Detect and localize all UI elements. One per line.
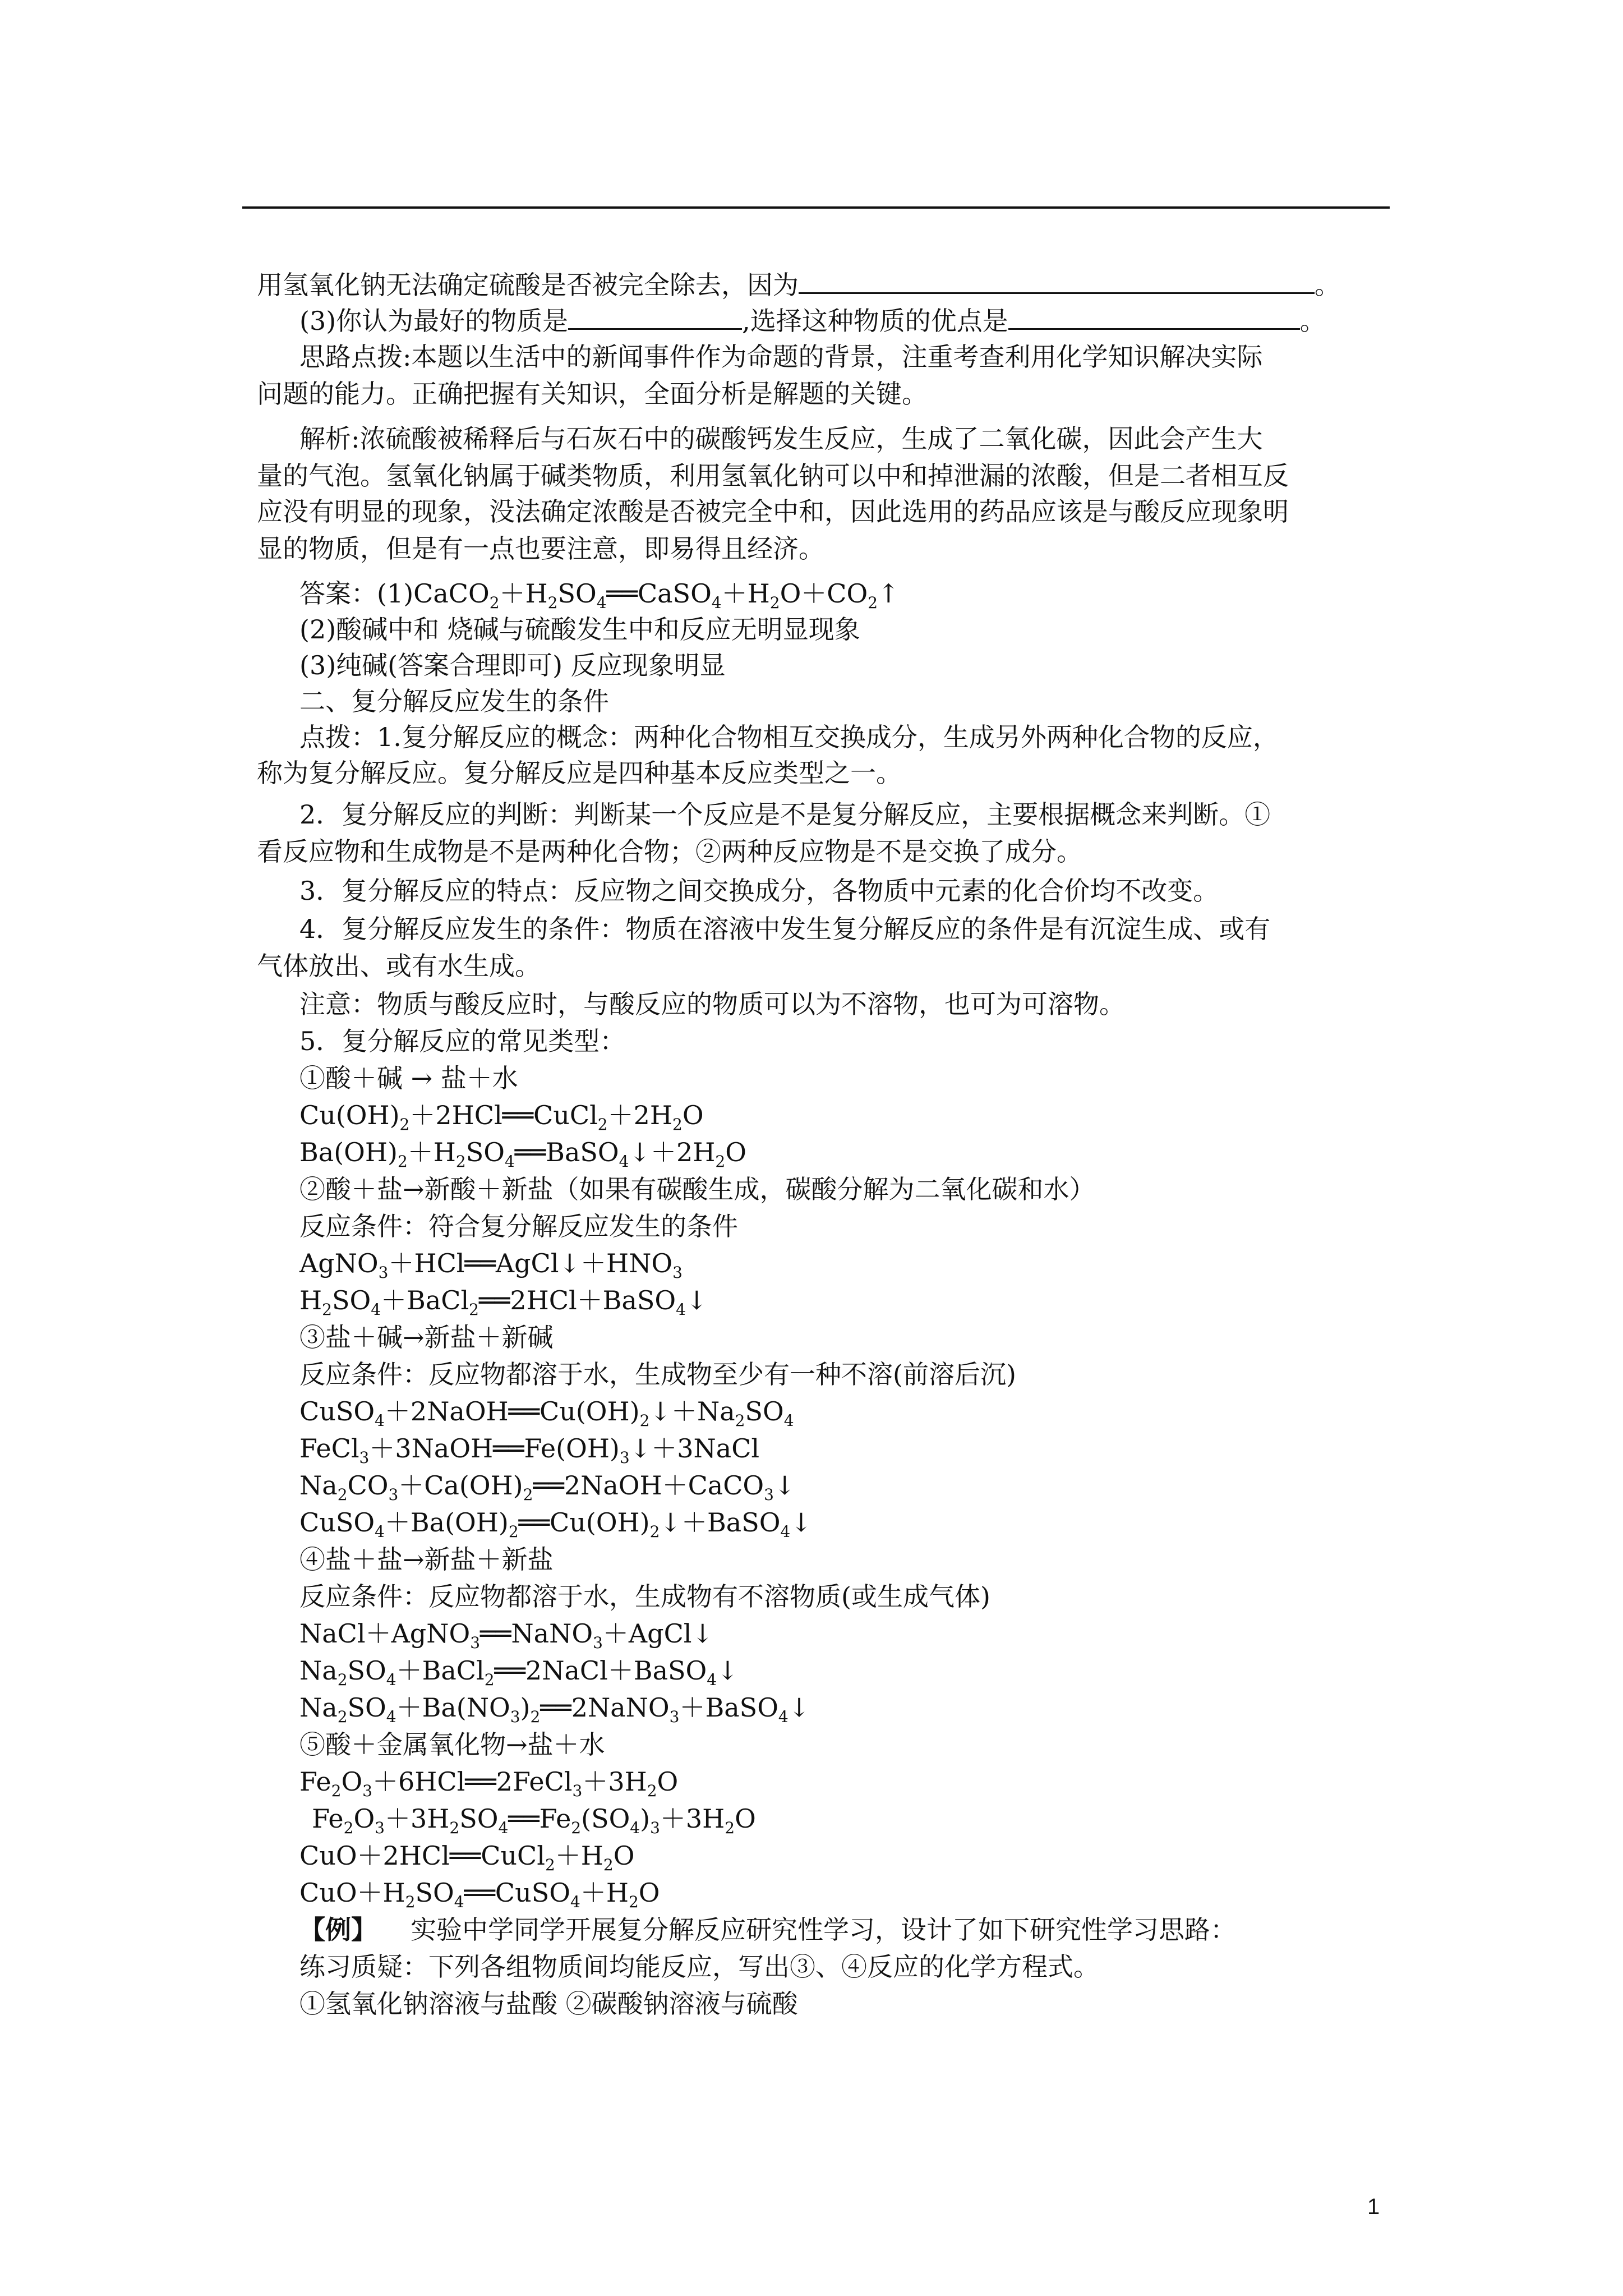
text-line: 2．复分解反应的判断：判断某一个反应是不是复分解反应，主要根据概念来判断。① (299, 799, 1271, 830)
answer-line: 答案：$(1)CaCO_2+H_2SO_4══CaSO_4+H_2O+CO_2↑$ (299, 578, 900, 612)
example-label: 【例】 (299, 1915, 377, 1945)
text-line: 反应条件：反应物都溶于水，生成物至少有一种不溶(前溶后沉) (299, 1359, 1016, 1389)
text-line: 应没有明显的现象，没法确定浓酸是否被完全中和，因此选用的药品应该是与酸反应现象明 (257, 496, 1289, 527)
text-line: ②酸＋盐→新酸＋新盐（如果有碳酸生成，碳酸分解为二氧化碳和水） (299, 1174, 1095, 1204)
equation: $CuO+H_2SO_4══CuSO_4+H_2O$ (299, 1878, 660, 1911)
section-heading: 二、复分解反应发生的条件 (299, 686, 609, 716)
text-line: 4．复分解反应发生的条件：物质在溶液中发生复分解反应的条件是有沉淀生成、或有 (299, 914, 1271, 944)
answer-blank (799, 268, 1315, 294)
text-line: 3．复分解反应的特点：反应物之间交换成分，各物质中元素的化合价均不改变。 (299, 876, 1219, 906)
text-line: (3)你认为最好的物质是 ,选择这种物质的优点是 。 (299, 303, 1326, 339)
text-line: 用氢氧化钠无法确定硫酸是否被完全除去，因为 。 (257, 267, 1340, 303)
equation: $CuSO_4+2NaOH══Cu(OH)_2↓+Na_2SO_4$ (299, 1396, 794, 1430)
text-line: 解析:浓硫酸被稀释后与石灰石中的碳酸钙发生反应，生成了二氧化碳，因此会产生大 (299, 424, 1263, 454)
text-line: 思路点拨:本题以生活中的新闻事件作为命题的背景，注重考查利用化学知识解决实际 (299, 342, 1263, 372)
text-line: 看反应物和生成物是不是两种化合物；②两种反应物是不是交换了成分。 (257, 836, 1082, 867)
text-line: ①氢氧化钠溶液与盐酸 ②碳酸钠溶液与硫酸 (299, 1989, 798, 2019)
equation: NaCl＋AgNO$_3$══NaNO$_3$＋AgCl↓ (299, 1618, 714, 1652)
equation: $Fe_2O_3+6HCl══2FeCl_3+3H_2O$ (299, 1766, 679, 1800)
equation: $CuO+2HCl══CuCl_2+H_2O$ (299, 1841, 635, 1874)
equation: $Na_2SO_4+Ba(NO_3)_2══2NaNO_3+BaSO_4↓$ (299, 1692, 810, 1726)
example-line: 【例】 实验中学同学开展复分解反应研究性学习，设计了如下研究性学习思路： (299, 1915, 1236, 1945)
equation: $FeCl_3+3NaOH══Fe(OH)_3↓+3NaCl$ (299, 1433, 760, 1467)
answer-blank (1008, 303, 1300, 330)
text-line: 练习质疑：下列各组物质间均能反应，写出③、④反应的化学方程式。 (299, 1952, 1099, 1982)
text-line: ③盐＋碱→新盐＋新碱 (299, 1322, 554, 1352)
text-line: ①酸＋碱 → 盐＋水 (299, 1063, 518, 1093)
equation: $Ba(OH)_2+H_2SO_4══BaSO_4↓+2H_2O$ (299, 1137, 746, 1171)
text-line: 问题的能力。正确把握有关知识，全面分析是解题的关键。 (257, 379, 928, 409)
header-rule (242, 206, 1390, 209)
equation: $Na_2SO_4+BaCl_2══2NaCl+BaSO_4↓$ (299, 1655, 739, 1689)
equation: $H_2SO_4+BaCl_2══2HCl+BaSO_4↓$ (299, 1285, 708, 1319)
text-line: ④盐＋盐→新盐＋新盐 (299, 1544, 554, 1575)
text-line: 注意：物质与酸反应时，与酸反应的物质可以为不溶物，也可为可溶物。 (299, 989, 1125, 1019)
answer-blank (568, 303, 742, 330)
equation: $Fe_2O_3+3H_2SO_4══Fe_2(SO_4)_3+3H_2O$ (312, 1803, 756, 1837)
text-line: 量的气泡。氢氧化钠属于碱类物质，利用氢氧化钠可以中和掉泄漏的浓酸，但是二者相互反 (257, 461, 1289, 491)
text-line: 称为复分解反应。复分解反应是四种基本反应类型之一。 (257, 758, 902, 788)
page-number: 1 (1367, 2194, 1380, 2219)
equation: $Na_2CO_3+Ca(OH)_2══2NaOH+CaCO_3↓$ (299, 1470, 796, 1504)
equation: $AgNO_3+HCl══AgCl↓+HNO_3$ (299, 1248, 683, 1282)
text-line: ⑤酸＋金属氧化物→盐＋水 (299, 1729, 605, 1760)
text-line: (2)酸碱中和 烧碱与硫酸发生中和反应无明显现象 (299, 614, 860, 645)
text-line: 反应条件：反应物都溶于水，生成物有不溶物质(或生成气体) (299, 1581, 990, 1612)
text-line: 气体放出、或有水生成。 (257, 951, 541, 981)
equation: $Cu(OH)_2+2HCl══CuCl_2+2H_2O$ (299, 1100, 704, 1134)
text-line: 显的物质，但是有一点也要注意，即易得且经济。 (257, 533, 824, 564)
text-line: (3)纯碱(答案合理即可) 反应现象明显 (299, 650, 726, 680)
text-line: 点拨：1.复分解反应的概念：两种化合物相互交换成分，生成另外两种化合物的反应， (299, 722, 1279, 752)
text-line: 反应条件：符合复分解反应发生的条件 (299, 1211, 738, 1241)
text-line: 5．复分解反应的常见类型： (299, 1026, 626, 1056)
equation: $CuSO_4+Ba(OH)_2══Cu(OH)_2↓+BaSO_4↓$ (299, 1507, 812, 1541)
